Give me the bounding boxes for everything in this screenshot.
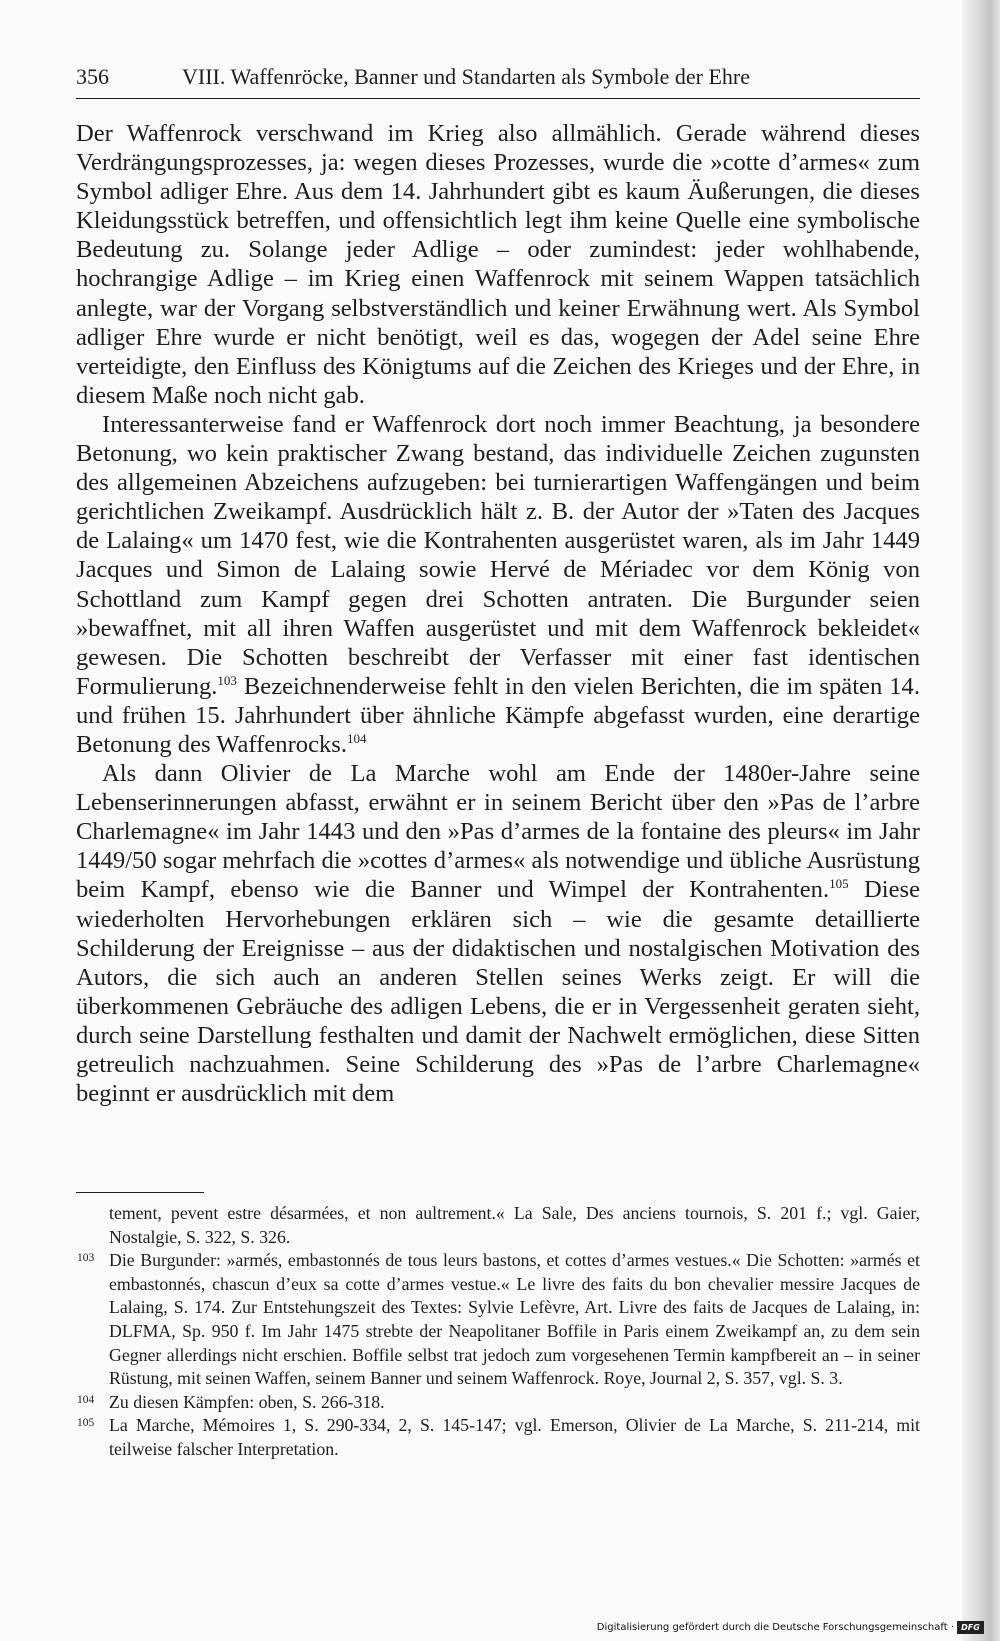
page-number: 356 [76,64,109,89]
footnote-number: 103 [77,1252,95,1265]
paragraph-2-text-b: Bezeichnenderweise fehlt in den vielen Berichten, die im späten 14. und frühen 15. Jahrhundert über ähnliche Kämpfe abgefasst wurden, eine derartige Betonung des Waffenrocks. [76,672,920,758]
paragraph-2 [76,410,920,759]
footnote-separator [76,1192,204,1193]
paragraph-3-text-a: Als dann Olivier de La Marche wohl am Ende der 1480er-Jahre seine Lebenserinnerungen abfasst, erwähnt er in seinem Bericht über den »Pas de l’arbre Charlemagne« im Jahr 1443 und den »Pas d’armes de la fontaine des pleurs« im Jahr 1449/50 sogar mehrfach die »cottes d’armes« als notwendige und übliche Ausrüstung beim Kampf, ebenso wie die Banner und Wimpel der Kontrahenten. [76,760,920,904]
running-title: VIII. Waffenröcke, Banner und Standarten als Symbole der Ehre [182,64,751,89]
paragraph-3-text-b: Diese wiederholten Hervorhebungen erklären sich – wie die gesamte detaillierte Schilderung der Ereignisse – aus der didaktischen und nostalgischen Motivation des Autors, die sich auch an anderen Stellen seines Werks zeigt. Er will die überkommenen Gebräuche des adligen Lebens, die er in Vergessenheit geraten sieht, durch seine Darstellung festhalten und damit der Nachwelt ermöglichen, diese Sitten getreulich nachzuahmen. Seine Schilderung des »Pas de l’arbre Charlemagne« beginnt er ausdrücklich mit dem [76,876,920,1108]
footnote-number: 105 [77,1417,95,1430]
paragraph-2-text-a: Interessanterweise fand er Waffenrock dort noch immer Beachtung, ja besondere Betonung, wo kein praktischer Zwang bestand, das individuelle Zeichen zugunsten des allgemeinen Abzeichens aufzugeben: bei turnierartigen Waffengängen und beim gerichtlichen Zweikampf. Ausdrücklich hält z. B. der Autor der »Taten des Jacques de Lalaing« um 1470 fest, wie die Kontrahenten ausgerüstet waren, als im Jahr 1449 Jacques und Simon de Lalaing sowie Hervé de Mériadec vor dem König von Schottland zum Kampf gegen drei Schotten antraten. Die Burgunder seien »bewaffnet, mit all ihren Waffen ausgerüstet und mit dem Waffenrock bekleidet« gewesen. Die Schotten beschreibt der Verfasser mit einer fast identischen Formulierung. [76,410,920,700]
paragraph-3 [76,759,920,1108]
paragraph-1 [76,119,920,410]
footnote-104 [76,1391,920,1415]
footnote-ref-103[interactable]: 103 [217,672,237,688]
footnote-continuation: tement, pevent estre désarmées, et non aultrement.« La Sale, Des anciens tournois, S. 201 f.; vgl. Gaier, Nostalgie, S. 322, S. 326. [109,1203,920,1247]
footnote-number: 104 [77,1393,95,1406]
footnote-text: Die Burgunder: »armés, embastonnés de tous leurs bastons, et cottes d’armes vestues.« Die Schotten: »armés et embastonnés, chascun d’eux sa cotte d’armes vestue.« Le livre des faits du bon chevalier messire Jacques de Lalaing, S. 174. Zur Entstehungszeit des Textes: Sylvie Lefèvre, Art. Livre des faits de Jacques de Lalaing, in: DLFMA, Sp. 950 f. Im Jahr 1475 strebte der Neapolitaner Boffile in Paris einem Zweikampf an, zu dem sein Gegner allerdings nicht erschien. Boffile selbst trat jedoch zum vorgesehenen Termin kampfbereit an – in seiner Rüstung, mit seinen Waffen, seinem Banner und seinem Waffenrock. Roye, Journal 2, S. 357, vgl. S. 3. [109,1250,920,1389]
page-header [76,60,920,99]
footnote-105 [76,1414,920,1461]
dfg-logo: DFG [957,1621,984,1634]
paragraph-1-text: Der Waffenrock verschwand im Krieg also allmählich. Gerade während dieses Verdrängungsprozesses, ja: wegen dieses Prozesses, wurde die »cotte d’armes« zum Symbol adliger Ehre. Aus dem 14. Jahrhundert gibt es kaum Äußerungen, die dieses Kleidungsstück betreffen, und offensichtlich legt ihm keine Quelle eine symbolische Bedeutung zu. Solange jeder Adlige – oder zumindest: jeder wohlhabende, hochrangige Adlige – im Krieg einen Waffenrock mit seinem Wappen tatsächlich anlegte, war der Vorgang selbstverständlich und keiner Erwähnung wert. Als Symbol adliger Ehre wurde er nicht benötigt, weil es das, wogegen der Adel seine Ehre verteidigte, den Einfluss des Königtums auf die Zeichen des Krieges und der Ehre, in diesem Maße noch nicht gab. [76,120,920,409]
footnote-ref-105[interactable]: 105 [829,876,849,892]
digitization-credit: Digitalisierung gefördert durch die Deutsche Forschungsgemeinschaft · [596,1622,954,1633]
page-edge-shadow [962,0,1000,1641]
footnote-text: Zu diesen Kämpfen: oben, S. 266-318. [109,1391,385,1412]
footnote-text: La Marche, Mémoires 1, S. 290-334, 2, S. 145-147; vgl. Emerson, Olivier de La Marche, S. 211-214, mit teilweise falscher Interpretation. [109,1415,920,1459]
main-text [76,119,920,1108]
footnote-103 [76,1249,920,1391]
footnote-ref-104[interactable]: 104 [347,730,367,746]
footnotes [76,1202,920,1462]
